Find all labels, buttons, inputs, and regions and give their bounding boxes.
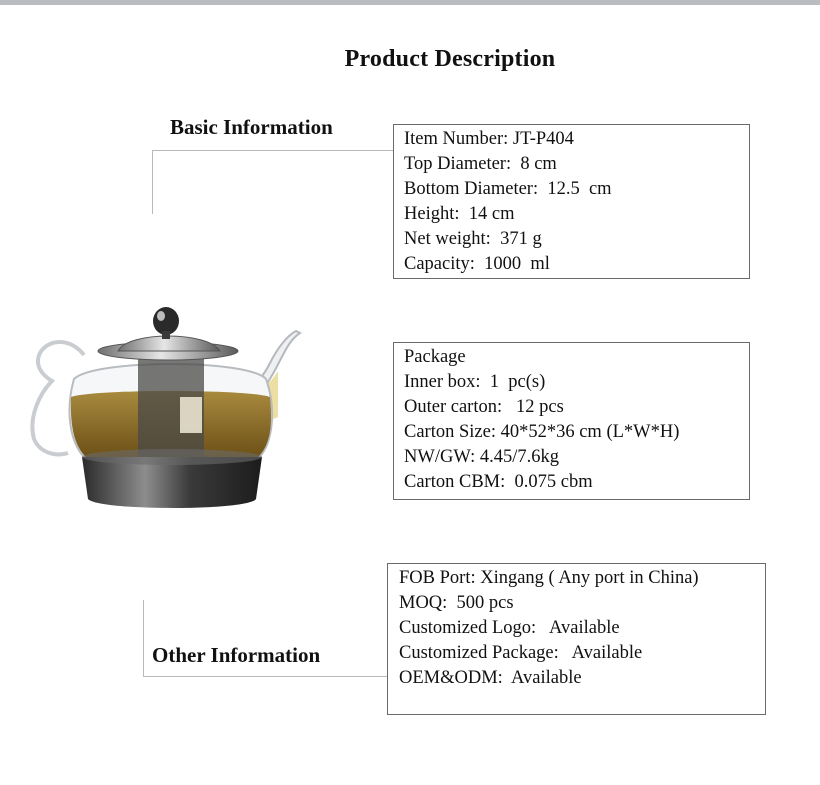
- outer-carton: Outer carton: 12 pcs: [404, 397, 564, 417]
- page-title: Product Description: [344, 46, 556, 72]
- item-number: Item Number: JT-P404: [404, 129, 574, 149]
- other-info-label: Other Information: [152, 643, 321, 667]
- customized-package: Customized Package: Available: [399, 643, 643, 663]
- basic-info-connector-h: [152, 150, 393, 151]
- bottom-diameter: Bottom Diameter: 12.5 cm: [404, 179, 612, 199]
- customized-logo: Customized Logo: Available: [399, 618, 620, 638]
- top-diameter: Top Diameter: 8 cm: [404, 154, 557, 174]
- glass-teapot-image: [8, 267, 322, 525]
- basic-info-connector-v: [152, 150, 153, 214]
- basic-info-label: Basic Information: [170, 115, 333, 139]
- carton-size: Carton Size: 40*52*36 cm (L*W*H): [404, 422, 680, 442]
- fob-port: FOB Port: Xingang ( Any port in China): [399, 568, 699, 588]
- carton-cbm: Carton CBM: 0.075 cbm: [404, 472, 593, 492]
- net-weight: Net weight: 371 g: [404, 229, 542, 249]
- nw-gw: NW/GW: 4.45/7.6kg: [404, 447, 560, 467]
- package-info-box: [393, 342, 750, 500]
- moq: MOQ: 500 pcs: [399, 593, 514, 613]
- other-info-box: [387, 563, 766, 715]
- inner-box: Inner box: 1 pc(s): [404, 372, 546, 392]
- capacity: Capacity: 1000 ml: [404, 254, 550, 274]
- oem-odm: OEM&ODM: Available: [399, 668, 582, 688]
- basic-info-box: [393, 124, 750, 279]
- height: Height: 14 cm: [404, 204, 515, 224]
- other-info-connector-h: [143, 676, 388, 677]
- top-border-bar: [0, 0, 820, 5]
- other-info-connector-v: [143, 600, 144, 676]
- package-heading: Package: [404, 347, 466, 367]
